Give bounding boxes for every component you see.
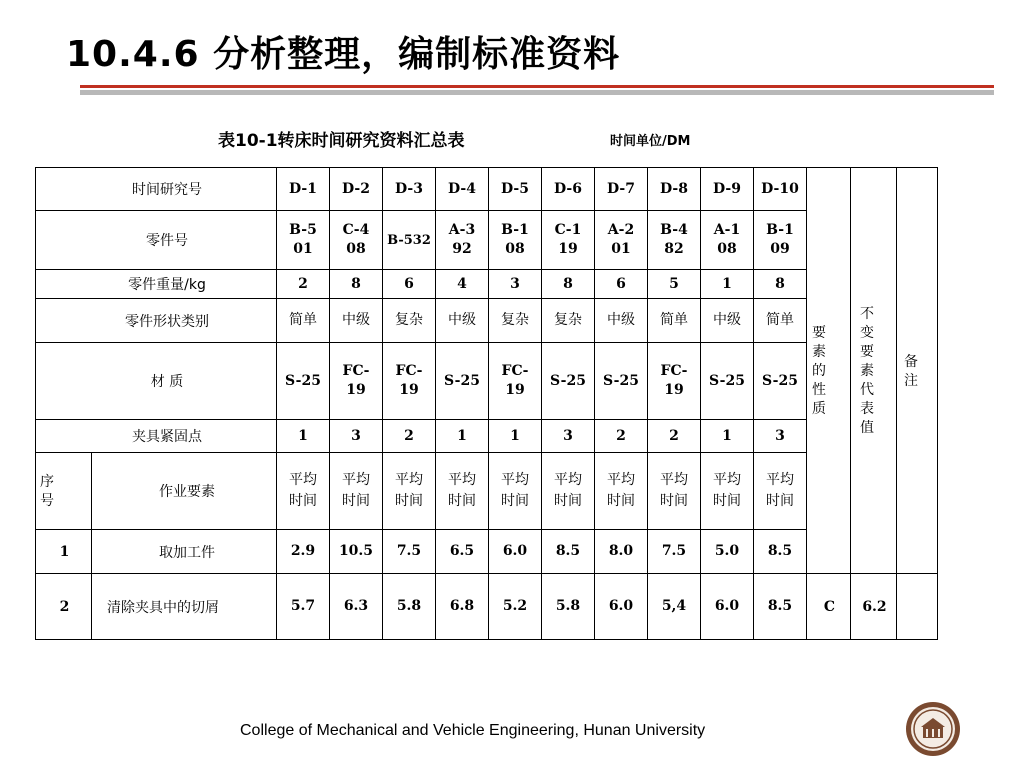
remark-text: 备注 <box>904 353 918 389</box>
avg-time-cell: 6.0 <box>595 574 648 640</box>
clamp-row <box>36 420 938 453</box>
avg-time-cell: 8.5 <box>754 574 807 640</box>
weight-cell: 8 <box>330 270 383 299</box>
weight-cell: 4 <box>436 270 489 299</box>
constant-cell: 6.2 <box>851 574 897 640</box>
material-cell <box>330 343 383 420</box>
part-id-text: B-109 <box>766 222 794 257</box>
clamp-cell: 2 <box>648 420 701 453</box>
shape-cell: 简单 <box>277 299 330 343</box>
element-header-cell: 作业要素 <box>92 453 277 530</box>
material-cell <box>383 343 436 420</box>
avg-time-cell: 5.2 <box>489 574 542 640</box>
time-unit-label: 时间单位/DM <box>610 134 691 149</box>
material-cell <box>648 343 701 420</box>
page-title: 10.4.6 分析整理，编制标准资料 <box>66 34 621 75</box>
study-id-cell: D-7 <box>595 168 648 211</box>
nature-cell: C <box>807 574 851 640</box>
row-label-part-no: 零件号 <box>36 211 277 270</box>
constant-value-text: 不变要素代表值 <box>860 306 874 436</box>
weight-cell: 8 <box>542 270 595 299</box>
avg-time-header <box>436 453 489 530</box>
material-text: S-25 <box>444 372 480 389</box>
time-study-summary-table <box>35 167 938 640</box>
clamp-cell: 1 <box>701 420 754 453</box>
avg-time-header <box>595 453 648 530</box>
part-id-cell <box>330 211 383 270</box>
avg-time-header <box>542 453 595 530</box>
element-name-cell <box>92 574 277 640</box>
avg-time-cell: 10.5 <box>330 530 383 574</box>
avg-time-header <box>754 453 807 530</box>
part-id-text: A-201 <box>607 222 635 257</box>
material-text: S-25 <box>709 372 745 389</box>
clamp-cell: 2 <box>595 420 648 453</box>
row-label-weight: 零件重量/kg <box>36 270 277 299</box>
part-id-text: B-108 <box>501 222 529 257</box>
study-id-cell: D-4 <box>436 168 489 211</box>
seq-header-cell <box>36 453 92 530</box>
title-rule-red <box>80 85 994 88</box>
material-text: S-25 <box>762 372 798 389</box>
part-id-cell <box>701 211 754 270</box>
element-name-text: 清除夹具中的切屑 <box>107 599 219 616</box>
seq-cell: 1 <box>36 530 92 574</box>
university-seal-icon <box>904 700 962 758</box>
element-name-cell: 取加工件 <box>92 530 277 574</box>
material-text: S-25 <box>285 372 321 389</box>
weight-cell: 3 <box>489 270 542 299</box>
avg-time-text: 平均时间 <box>342 472 370 509</box>
part-id-text: A-392 <box>448 222 476 257</box>
clamp-cell: 1 <box>277 420 330 453</box>
study-id-cell: D-3 <box>383 168 436 211</box>
avg-time-text: 平均时间 <box>395 472 423 509</box>
part-id-text: C-119 <box>554 222 582 257</box>
part-id-text: B-482 <box>660 222 688 257</box>
study-id-cell: D-9 <box>701 168 754 211</box>
weight-cell: 6 <box>383 270 436 299</box>
seq-cell: 2 <box>36 574 92 640</box>
material-cell <box>277 343 330 420</box>
avg-time-cell: 8.5 <box>542 530 595 574</box>
part-id-cell <box>489 211 542 270</box>
weight-cell: 2 <box>277 270 330 299</box>
row-label-clamp: 夹具紧固点 <box>36 420 277 453</box>
shape-cell: 简单 <box>648 299 701 343</box>
shape-cell: 复杂 <box>542 299 595 343</box>
element-nature-header <box>807 168 851 574</box>
avg-time-cell: 5.8 <box>383 574 436 640</box>
study-id-cell: D-8 <box>648 168 701 211</box>
shape-cell: 简单 <box>754 299 807 343</box>
part-id-cell <box>754 211 807 270</box>
material-text: FC-19 <box>395 363 423 398</box>
avg-time-text: 平均时间 <box>448 472 476 509</box>
avg-time-text: 平均时间 <box>607 472 635 509</box>
shape-cell: 中级 <box>701 299 754 343</box>
remark-cell <box>897 574 938 640</box>
avg-time-text: 平均时间 <box>660 472 688 509</box>
title-rule-gray <box>80 90 994 95</box>
avg-time-cell: 8.5 <box>754 530 807 574</box>
material-cell <box>595 343 648 420</box>
material-row <box>36 343 938 420</box>
shape-cell: 复杂 <box>383 299 436 343</box>
material-text: FC-19 <box>342 363 370 398</box>
shape-cell: 复杂 <box>489 299 542 343</box>
shape-cell: 中级 <box>330 299 383 343</box>
study-number-row <box>36 168 938 211</box>
element-header-row <box>36 453 938 530</box>
avg-time-cell: 8.0 <box>595 530 648 574</box>
material-text: S-25 <box>550 372 586 389</box>
part-id-text: A-108 <box>713 222 741 257</box>
study-id-cell: D-10 <box>754 168 807 211</box>
avg-time-header <box>330 453 383 530</box>
clamp-cell: 3 <box>542 420 595 453</box>
avg-time-text: 平均时间 <box>713 472 741 509</box>
clamp-cell: 3 <box>754 420 807 453</box>
avg-time-cell: 2.9 <box>277 530 330 574</box>
avg-time-cell: 7.5 <box>648 530 701 574</box>
row-label-shape: 零件形状类别 <box>36 299 277 343</box>
remark-header <box>897 168 938 574</box>
table-caption: 表10-1转床时间研究资料汇总表 <box>218 131 465 151</box>
shape-cell: 中级 <box>595 299 648 343</box>
avg-time-text: 平均时间 <box>766 472 794 509</box>
avg-time-header <box>648 453 701 530</box>
avg-time-cell: 7.5 <box>383 530 436 574</box>
shape-row <box>36 299 938 343</box>
part-number-row <box>36 211 938 270</box>
part-id-cell <box>436 211 489 270</box>
avg-time-cell: 6.8 <box>436 574 489 640</box>
material-text: FC-19 <box>501 363 529 398</box>
avg-time-cell: 5.0 <box>701 530 754 574</box>
element-row-1 <box>36 530 938 574</box>
avg-time-cell: 5,4 <box>648 574 701 640</box>
part-id-text: C-408 <box>342 222 370 257</box>
avg-time-cell: 5.8 <box>542 574 595 640</box>
weight-cell: 5 <box>648 270 701 299</box>
material-cell <box>489 343 542 420</box>
study-id-cell: D-1 <box>277 168 330 211</box>
element-nature-text: 要素的性质 <box>812 325 826 417</box>
clamp-cell: 1 <box>489 420 542 453</box>
part-id-cell <box>595 211 648 270</box>
material-cell <box>701 343 754 420</box>
avg-time-header <box>383 453 436 530</box>
weight-cell: 6 <box>595 270 648 299</box>
part-id-cell: B-532 <box>383 211 436 270</box>
row-label-study-no: 时间研究号 <box>36 168 277 211</box>
clamp-cell: 2 <box>383 420 436 453</box>
avg-time-text: 平均时间 <box>289 472 317 509</box>
avg-time-cell: 5.7 <box>277 574 330 640</box>
avg-time-cell: 6.5 <box>436 530 489 574</box>
part-id-cell <box>648 211 701 270</box>
part-id-cell <box>277 211 330 270</box>
material-text: S-25 <box>603 372 639 389</box>
weight-row <box>36 270 938 299</box>
part-id-text: B-501 <box>289 222 317 257</box>
clamp-cell: 3 <box>330 420 383 453</box>
study-id-cell: D-5 <box>489 168 542 211</box>
avg-time-cell: 6.0 <box>489 530 542 574</box>
avg-time-text: 平均时间 <box>554 472 582 509</box>
avg-time-cell: 6.0 <box>701 574 754 640</box>
material-cell <box>436 343 489 420</box>
material-cell <box>542 343 595 420</box>
shape-cell: 中级 <box>436 299 489 343</box>
study-id-cell: D-2 <box>330 168 383 211</box>
weight-cell: 8 <box>754 270 807 299</box>
avg-time-cell: 6.3 <box>330 574 383 640</box>
avg-time-text: 平均时间 <box>501 472 529 509</box>
seq-header-text: 序号 <box>40 474 54 509</box>
avg-time-header <box>277 453 330 530</box>
study-id-cell: D-6 <box>542 168 595 211</box>
avg-time-header <box>489 453 542 530</box>
constant-value-header <box>851 168 897 574</box>
material-cell <box>754 343 807 420</box>
clamp-cell: 1 <box>436 420 489 453</box>
part-id-cell <box>542 211 595 270</box>
avg-time-header <box>701 453 754 530</box>
row-label-material: 材 质 <box>36 343 277 420</box>
element-row-2 <box>36 574 938 640</box>
footer-institution: College of Mechanical and Vehicle Engineering, Hunan University <box>240 722 706 739</box>
material-text: FC-19 <box>660 363 688 398</box>
weight-cell: 1 <box>701 270 754 299</box>
